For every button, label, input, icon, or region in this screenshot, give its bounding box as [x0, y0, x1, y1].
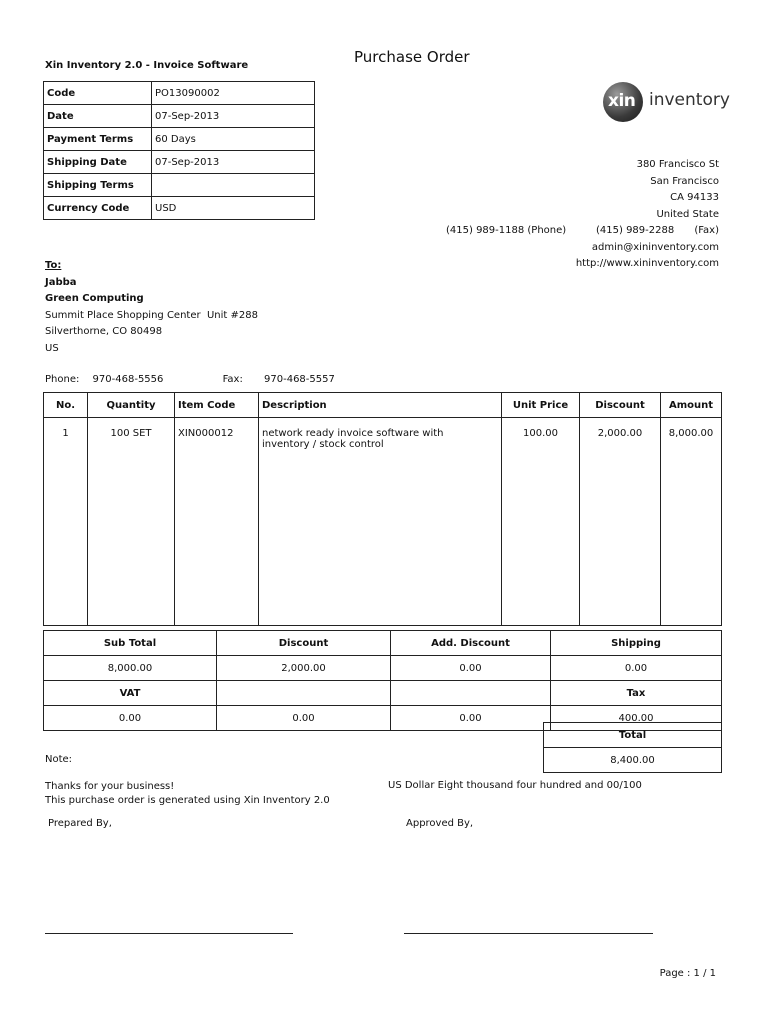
summary-header [391, 681, 551, 706]
items-table [43, 392, 722, 626]
recipient-phone: 970-468-5556 [92, 374, 164, 385]
summary-header [217, 681, 391, 706]
approved-by-label: Approved By, [406, 818, 474, 829]
item-amount: 8,000.00 [661, 418, 722, 626]
amount-in-words: US Dollar Eight thousand four hundred and 00/100 [388, 780, 642, 791]
column-header: Quantity [88, 393, 175, 418]
recipient-company: Green Computing [45, 293, 144, 304]
info-label: Shipping Date [44, 151, 152, 174]
info-label: Date [44, 105, 152, 128]
total-label: Total [544, 723, 722, 748]
company-logo [603, 82, 730, 122]
item-no: 1 [44, 418, 88, 626]
table-row [44, 418, 722, 626]
info-label: Payment Terms [44, 128, 152, 151]
item-discount: 2,000.00 [580, 418, 661, 626]
summary-header: VAT [44, 681, 217, 706]
logo-mark: xin [608, 91, 636, 111]
summary-header: Tax [551, 681, 722, 706]
column-header: Item Code [175, 393, 259, 418]
address-line: 380 Francisco St [636, 159, 719, 170]
recipient-street: Summit Place Shopping Center Unit #288 [45, 309, 258, 321]
to-heading: To: [45, 260, 62, 271]
summary-value: 2,000.00 [217, 656, 391, 681]
recipient-block [45, 258, 258, 357]
info-value: 07-Sep-2013 [152, 105, 315, 128]
item-unit-price: 100.00 [502, 418, 580, 626]
recipient-country: US [45, 342, 59, 354]
info-value [152, 174, 315, 197]
recipient-contact [45, 374, 335, 385]
generated-text: This purchase order is generated using Xin Inventory 2.0 [45, 794, 330, 806]
summary-header: Discount [217, 631, 391, 656]
info-value: PO13090002 [152, 82, 315, 105]
address-line: CA 94133 [670, 192, 719, 203]
recipient-fax: 970-468-5557 [264, 374, 335, 385]
total-table [543, 722, 722, 773]
summary-value-row [44, 656, 722, 681]
summary-header: Sub Total [44, 631, 217, 656]
fax-number: (415) 989-2288 [596, 225, 675, 236]
document-title: Purchase Order [354, 48, 470, 66]
summary-value: 0.00 [44, 706, 217, 731]
note-label: Note: [45, 754, 73, 765]
column-header: Amount [661, 393, 722, 418]
info-row-currency-code [44, 197, 315, 220]
info-value: 60 Days [152, 128, 315, 151]
fax-label: (Fax) [694, 225, 719, 236]
item-quantity: 100 SET [88, 418, 175, 626]
item-code: XIN000012 [175, 418, 259, 626]
info-row-code [44, 82, 315, 105]
company-phone: (415) 989-1188 (Phone) [446, 225, 567, 236]
footer-message [45, 780, 330, 807]
summary-table [43, 630, 722, 731]
summary-value: 8,000.00 [44, 656, 217, 681]
company-name: Xin Inventory 2.0 - Invoice Software [45, 60, 249, 71]
info-row-date [44, 105, 315, 128]
company-address [576, 157, 719, 273]
approved-signature-line [404, 933, 653, 934]
summary-value: 0.00 [551, 656, 722, 681]
column-header: Discount [580, 393, 661, 418]
summary-header: Add. Discount [391, 631, 551, 656]
phone-label: Phone: [45, 374, 80, 385]
summary-value: 400.00 [551, 706, 722, 731]
order-info-table [43, 81, 315, 220]
info-label: Code [44, 82, 152, 105]
address-line: San Francisco [650, 175, 719, 187]
summary-header: Shipping [551, 631, 722, 656]
info-row-shipping-date [44, 151, 315, 174]
items-header-row [44, 393, 722, 418]
column-header: No. [44, 393, 88, 418]
info-row-shipping-terms [44, 174, 315, 197]
prepared-by-label: Prepared By, [48, 818, 112, 829]
recipient-city: Silverthorne, CO 80498 [45, 326, 163, 337]
item-description: network ready invoice software with inventory / stock control [259, 418, 502, 626]
summary-value: 0.00 [217, 706, 391, 731]
total-value: 8,400.00 [544, 748, 722, 773]
thanks-text: Thanks for your business! [45, 781, 175, 792]
summary-value: 0.00 [391, 706, 551, 731]
column-header: Unit Price [502, 393, 580, 418]
logo-word: inventory [649, 90, 730, 110]
summary-header-row [44, 681, 722, 706]
info-label: Currency Code [44, 197, 152, 220]
summary-value: 0.00 [391, 656, 551, 681]
summary-header-row [44, 631, 722, 656]
company-fax [596, 225, 719, 236]
info-label: Shipping Terms [44, 174, 152, 197]
info-value: 07-Sep-2013 [152, 151, 315, 174]
company-website: http://www.xininventory.com [575, 258, 719, 269]
company-email: admin@xininventory.com [591, 241, 719, 253]
address-line: United State [656, 208, 719, 220]
column-header: Description [259, 393, 502, 418]
prepared-signature-line [45, 933, 293, 934]
info-value: USD [152, 197, 315, 220]
info-row-payment-terms [44, 128, 315, 151]
recipient-name: Jabba [45, 276, 77, 288]
page-number: Page : 1 / 1 [659, 968, 716, 979]
fax-label: Fax: [222, 374, 243, 385]
